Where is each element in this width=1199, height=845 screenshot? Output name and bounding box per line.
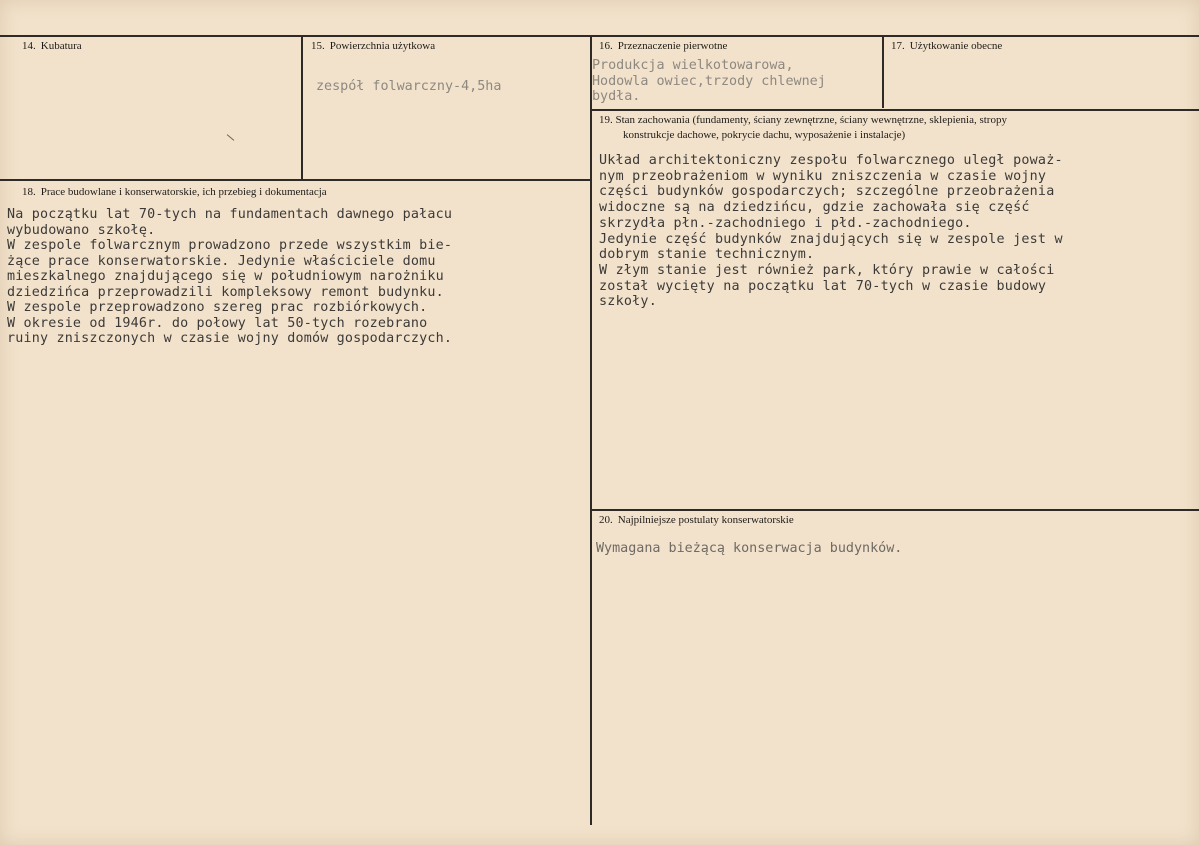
field-20-label bbox=[599, 513, 794, 527]
divider-14-15 bbox=[301, 36, 303, 180]
field-14-number: 14. bbox=[22, 40, 36, 52]
top-rule bbox=[0, 35, 1199, 37]
field-19-title-line1: Stan zachowania (fundamenty, ściany zewnętrzne, ściany wewnętrzne, sklepienia, stropy bbox=[615, 114, 1007, 126]
field-14-label bbox=[22, 39, 82, 53]
field-16-value: Produkcja wielkotowarowa, Hodowla owiec,trzody chlewnej bydła. bbox=[592, 58, 826, 104]
field-16-label bbox=[599, 39, 727, 53]
pencil-mark bbox=[227, 134, 235, 141]
field-18-number: 18. bbox=[22, 186, 36, 198]
field-17-number: 17. bbox=[891, 40, 905, 52]
rule-under-16-17 bbox=[591, 109, 1199, 111]
field-19-value: Układ architektoniczny zespołu folwarcznego uległ poważ- nym przeobrażeniom w wyniku zniszczenia w czasie wojny części budynków gospodarczych; szczególne przeobrażenia widoczne są na dziedzińcu, gdzie zachowała się część skrzydła płn.-zachodniego i płd.-zachodniego. Jedynie część budynków znajdujących się w zespole jest w dobrym stanie technicznym. W złym stanie jest również park, który prawie w całości został wycięty na początku lat 70-tych w czasie budowy szkoły. bbox=[599, 153, 1063, 310]
field-15-title: Powierzchnia użytkowa bbox=[329, 40, 436, 52]
rule-under-14-15 bbox=[0, 179, 591, 181]
field-15-label bbox=[311, 39, 435, 53]
field-14-title: Kubatura bbox=[40, 40, 82, 52]
field-17-title: Użytkowanie obecne bbox=[909, 40, 1003, 52]
field-16-title: Przeznaczenie pierwotne bbox=[617, 40, 728, 52]
field-19-title-line2: konstrukcje dachowe, pokrycie dachu, wyposażenie i instalacje) bbox=[623, 129, 906, 141]
field-18-value: Na początku lat 70-tych na fundamentach dawnego pałacu wybudowano szkołę. W zespole folwarcznym prowadzono przede wszystkim bie- żące prace konserwatorskie. Jedynie właściciele domu mieszkalnego znajdującego się w południowym narożniku dziedzińca przeprowadzili kompleksowy remont budynku. W zespole przeprowadzono szereg prac rozbiórkowych. W okresie od 1946r. do połowy lat 50-tych rozebrano ruiny zniszczonych w czasie wojny domów gospodarczych. bbox=[7, 207, 453, 346]
field-18-title: Prace budowlane i konserwatorskie, ich przebieg i dokumentacja bbox=[40, 186, 327, 198]
divider-main bbox=[590, 36, 592, 825]
field-20-value: Wymagana bieżącą konserwacja budynków. bbox=[596, 541, 903, 556]
field-16-number: 16. bbox=[599, 40, 613, 52]
field-20-title: Najpilniejsze postulaty konserwatorskie bbox=[617, 514, 794, 526]
field-18-label bbox=[22, 185, 327, 199]
field-17-label bbox=[891, 39, 1002, 53]
field-15-number: 15. bbox=[311, 40, 325, 52]
field-15-value: zespół folwarczny-4,5ha bbox=[316, 79, 502, 94]
divider-16-17 bbox=[882, 36, 884, 108]
field-19-number: 19. bbox=[599, 114, 613, 126]
field-19-label bbox=[599, 113, 1159, 143]
rule-above-20 bbox=[591, 509, 1199, 511]
field-20-number: 20. bbox=[599, 514, 613, 526]
